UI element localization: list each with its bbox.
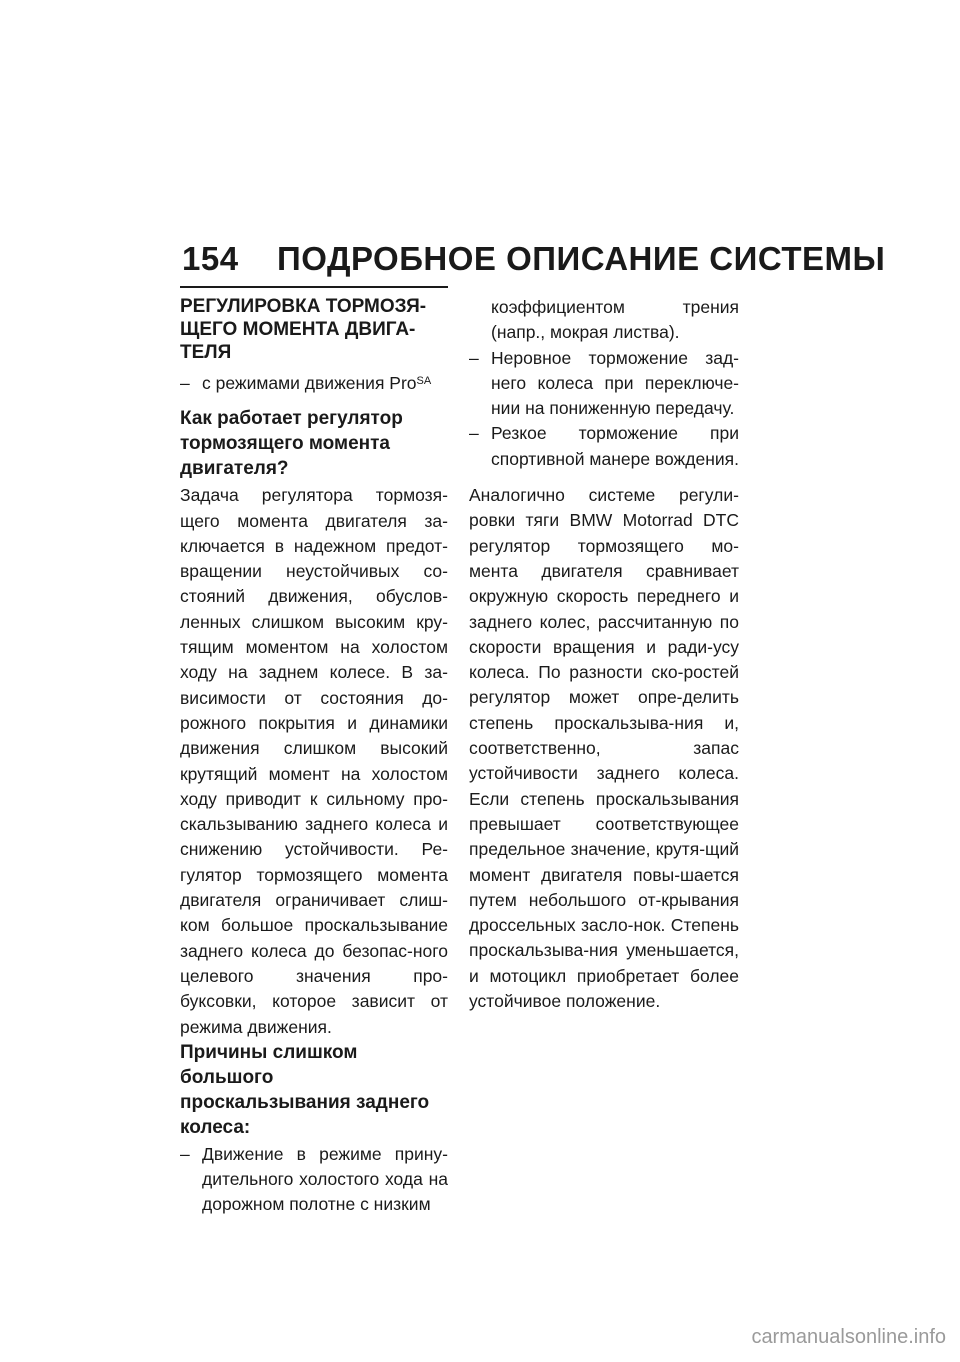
comparison-paragraph: Аналогично системе регули-ровки тяги BMW Motorrad DTC регулятор тормозящего мо-мента двигателя сравнивает окружную скорость переднего и заднего колес, рассчитанную по скорости вращения и ради-усу колеса. По разности ско-ростей регулятор может опре-делить степень проскальзыва-ния и, соответственно, запас устойчивости заднего колеса. Если степень проскальзывания превышает соответствующее предельное значение, крутя-щий момент двигателя повы-шается путем небольшого от-крывания дроссельных засло-нок. Степень проскальзыва-ния уменьшается, и мотоцикл приобретает более устойчивое положение. [469,485,739,1012]
page-number: 154 [182,240,239,277]
mode-note-text: с режимами движения Pro [202,373,417,393]
cause-1-text: Движение в режиме прину-дительного холостого хода на дорожном полотне с низким [202,1143,448,1215]
how-it-works-title: Как работает регулятор тормозящего момента двигателя? [180,408,403,480]
how-it-works-text: Задача регулятора тормозя-щего момента двигателя за-ключается в надежном предот-вращении неустойчивых со-стояний движения, обуслов-ленных слишком высоким кру-тящим моментом на холостом ходу на заднем колесе. В за-висимости от состояния до-рожного покрытия и динамики движения слишком высокий крутящий момент на холостом ходу приводит к сильному про-скальзыванию заднего колеса и снижению устойчивости. Ре-гулятор тормозящего момента двигателя ограничивает слиш-ком большое проскальзывание заднего колеса до безопас-ного целевого значения про-буксовки, которое зависит от режима движения. [180,485,448,1037]
sa-superscript: SA [416,375,432,387]
watermark: carmanualsonline.info [751,1326,946,1348]
page-header [182,240,886,278]
dash-marker: – [469,347,479,368]
cause-3-text: Резкое торможение при спортивной манере вождения. [491,423,739,469]
chapter-title: ПОДРОБНОЕ ОПИСАНИЕ СИСТЕМЫ [277,240,886,277]
cause-item-2 [469,346,739,422]
left-column [180,286,448,1218]
dash-marker: – [469,423,479,444]
cause-item-3 [469,421,739,472]
cause-item-1 [180,1142,448,1218]
right-column [469,295,739,1014]
dash-marker: – [180,1143,190,1164]
cause-2-text: Неровное торможение зад-него колеса при переключе-нии на пониженную передачу. [491,347,739,419]
cause-1-continued: коэффициентом трения (напр., мокрая листва). [491,297,739,343]
dash-marker: – [180,373,190,393]
causes-title: Причины слишком большого проскальзывания заднего колеса: [180,1041,430,1138]
mode-note [180,371,448,396]
section-title: РЕГУЛИРОВКА ТОРМОЗЯ-ЩЕГО МОМЕНТА ДВИГА-ТЕЛЯ [180,296,427,363]
